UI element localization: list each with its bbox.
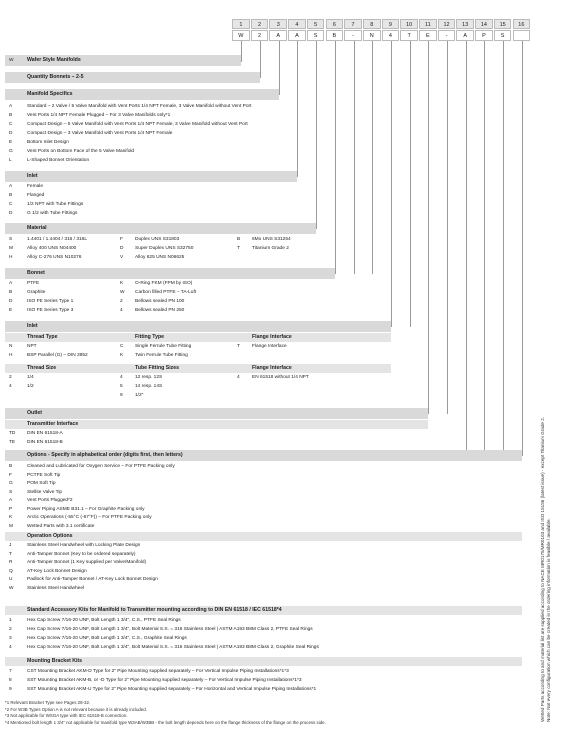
position-line <box>279 41 280 95</box>
option-item: POM Soft Tip <box>27 481 56 486</box>
option-item: PCTFE Soft Tip <box>27 472 61 478</box>
operation-item-code: R <box>9 560 13 565</box>
inlet1-item-code: D <box>9 211 13 216</box>
manifold-item: Bottom Inlet Design <box>27 140 69 145</box>
flange-interface-2-item: EN 61518 without 1/4 NPT <box>252 375 309 380</box>
tube-size-item-code: 5 <box>120 384 123 389</box>
flange-interface-2-item-code: 4 <box>237 375 240 380</box>
material-item: Alloy 400 UNS N04400 <box>27 246 77 251</box>
material-item-code: D <box>120 246 124 251</box>
operation-item-code: J <box>9 543 12 548</box>
operation-item-code: U <box>9 577 13 582</box>
bonnet-item-code: W <box>120 290 125 295</box>
manifold-item-code: B <box>9 113 13 118</box>
position-line <box>484 41 485 456</box>
manifold-title: Manifold Specifics <box>27 91 73 97</box>
thread-type-title: Thread Type <box>27 334 58 340</box>
bonnet-item: ISO FE Series Type 1 <box>27 299 74 304</box>
side-note-line-2: Note: Not every configuration which can be created in the ordering information is feasible / available. <box>546 518 551 722</box>
position-number: 5 <box>307 19 325 29</box>
position-line <box>297 41 298 177</box>
wafer-label: Wafer Style Manifolds <box>27 57 81 63</box>
bonnet-item-code: 4 <box>120 308 123 313</box>
thread-type-item-code: N <box>9 344 13 349</box>
manifold-item-code: C <box>9 122 13 127</box>
option-item-code: P <box>9 506 13 512</box>
manifold-item-code: G <box>9 149 13 154</box>
thread-type-item: BSP Parallel (G) – DIN 3852 <box>27 353 88 358</box>
operation-item: Anti-Tamper Bonnet (1 Key supplied per Valve/Manifold) <box>27 560 147 565</box>
option-item-code: B <box>9 464 13 469</box>
side-note-line-1: Wetted Parts according to and material list are supplied according to NACE MR0175/MR0103 and ISO 15156 (latest issue) - except Titanium Grade 2. <box>540 416 545 722</box>
thread-type-item: NPT <box>27 344 37 349</box>
manifold-item: Vent Ports 1/4 NPT Female Plugged – For 3 Valve Manifolds only*1 <box>27 113 171 118</box>
manifold-item: Vent Ports on Bottom Face of the 5 Valve Manifold <box>27 149 135 154</box>
bonnet-item-code: B <box>9 290 13 295</box>
position-number: 15 <box>494 19 512 29</box>
bonnet-title: Bonnet <box>27 270 45 276</box>
position-line <box>428 41 429 414</box>
thread-size-item: 1/4 <box>27 375 34 380</box>
bracket-item-code: 9 <box>9 687 12 692</box>
bonnet-item-code: A <box>9 281 13 286</box>
inlet1-item-code: B <box>9 193 13 198</box>
side-note <box>540 302 552 722</box>
position-number: 10 <box>400 19 418 29</box>
position-number: 9 <box>382 19 400 29</box>
manifold-item-code: D <box>9 131 13 136</box>
manifold-item: Compact Design – 3 Valve Manifold with Vent Ports 1/4 NPT Female <box>27 131 173 136</box>
operation-item-code: T <box>9 551 12 557</box>
fitting-type-item-code: C <box>120 344 124 349</box>
outlet-item-code: TD <box>9 431 16 436</box>
option-item-code: K <box>9 515 13 520</box>
accessory-item-code: 2 <box>9 627 12 632</box>
accessory-item: Hex Cap Screw 7/16-20 UNF, Bolt Length 1 3/4", C.S., PTFE Seal Rings <box>27 618 181 623</box>
option-item: Vent Ports Plugged*2 <box>27 498 73 503</box>
accessory-item-code: 3 <box>9 636 12 641</box>
position-line <box>391 41 392 327</box>
position-line <box>522 41 523 456</box>
flange-interface-item: Flange Interface <box>252 344 287 349</box>
position-code: A <box>456 30 474 41</box>
position-number: 1 <box>232 19 250 29</box>
manifold-item: Standard – 2 Valve / 5 Valve Manifold with Vent Ports 1/4 NPT Female, 3 Valve Manifold without Vent Port <box>27 104 252 109</box>
accessory-title: Standard Accessory Kits for Manifold to Transmitter mounting according to DIN EN 61518 / IEC 61518*4 <box>27 607 282 613</box>
bonnet-item: Bellows sealed PN 100 <box>135 299 185 304</box>
material-item-code: T <box>237 246 240 251</box>
accessory-item: Hex Cap Screw 7/16-20 UNF, Bolt Length 1 3/4", C.S., Graphite Seal Rings <box>27 636 187 641</box>
position-number: 6 <box>326 19 344 29</box>
position-code: T <box>400 30 418 41</box>
material-item: Alloy C-276 UNS N10276 <box>27 255 82 260</box>
position-code: E <box>419 30 437 41</box>
position-line <box>335 41 336 274</box>
inlet1-item: Flanged <box>27 193 45 198</box>
operation-item: Stainless Steel Handwheel <box>27 585 85 591</box>
material-title: Material <box>27 225 47 231</box>
accessory-item-code: 4 <box>9 645 12 650</box>
material-item-code: S <box>9 237 13 242</box>
position-code <box>513 30 531 41</box>
bonnet-item-code: 2 <box>120 299 123 304</box>
bonnet-item: PTFE <box>27 281 40 286</box>
position-line <box>316 41 317 229</box>
flange-interface-title: Flange Interface <box>252 334 292 340</box>
manifold-item: Compact Design – 5 Valve Manifold with Vent Ports 1/4 NPT Female, 3 Valve Manifold without Vent Port <box>27 122 248 127</box>
position-number: 8 <box>363 19 381 29</box>
bonnet-bar <box>5 268 335 279</box>
flange-interface-2-title: Flange Interface <box>252 365 292 371</box>
bonnet-item-code: E <box>9 308 13 313</box>
position-line <box>466 41 467 456</box>
position-code: S <box>494 30 512 41</box>
accessory-item: Hex Cap Screw 7/16-20 UNF, Bolt Length 1 3/4", Bolt Material S.S. = 316 Stainless Steel | ASTM A193 B8M Class 2, Graphite Seal Rings <box>27 645 319 650</box>
material-item: Titanium Grade 2 <box>252 246 289 251</box>
operation-item-code: W <box>9 585 14 591</box>
inlet1-item: 1/2 NPT with Tube Fittings <box>27 202 84 207</box>
bonnets-label: Quantity Bonnets – 2-5 <box>27 74 84 80</box>
operation-title: Operation Options <box>27 533 73 539</box>
bracket-bar <box>5 657 522 666</box>
inlet2-subbar <box>5 333 391 342</box>
position-number: 4 <box>288 19 306 29</box>
option-item-code: A <box>9 498 13 503</box>
outlet-item: DIN EN 61518-A <box>27 431 63 436</box>
position-line <box>260 41 261 78</box>
material-item: Super Duplex UNS S32750 <box>135 246 194 251</box>
wafer-code: W <box>9 58 14 63</box>
fitting-type-item-code: K <box>120 353 124 358</box>
accessory-item-code: 1 <box>9 618 12 623</box>
position-number: 11 <box>419 19 437 29</box>
position-code: B <box>326 30 344 41</box>
thread-type-item-code: H <box>9 353 13 358</box>
footnote: *1 Relevant Bracket Type see Pages 28-32. <box>5 700 91 705</box>
position-code: A <box>269 30 287 41</box>
bonnet-item-code: D <box>9 299 13 304</box>
position-line <box>410 41 411 327</box>
thread-size-item-code: 2 <box>9 375 12 380</box>
position-line <box>354 41 355 274</box>
tube-size-item-code: 9 <box>120 393 123 398</box>
position-number: 13 <box>456 19 474 29</box>
transmitter-interface-title: Transmitter Interface <box>27 421 79 427</box>
bracket-item-code: 7 <box>9 669 12 674</box>
outlet-title: Outlet <box>27 410 42 416</box>
position-code: W <box>232 30 250 41</box>
position-line <box>447 41 448 414</box>
material-item: Duplex UNS S31803 <box>135 237 180 242</box>
position-line <box>503 41 504 456</box>
footnote: *4 Mentioned bolt length 1 3/4" not applicable for manifold type W3AB/W3BB - the bolt length depends here on the flange thickness of the flange on the process side. <box>5 719 326 725</box>
inlet1-bar <box>5 171 297 182</box>
option-item-code: S <box>9 489 13 495</box>
bonnet-item: ISO FE Series Type 3 <box>27 308 74 313</box>
tube-size-item: 14 resp. 14S <box>135 384 163 389</box>
inlet2-title: Inlet <box>27 323 38 329</box>
position-code: 2 <box>251 30 269 41</box>
option-item: Arctic Operations (-55°C (-67°F)) – For PTFE Packing only <box>27 515 152 520</box>
outlet-item: DIN EN 61518-B <box>27 440 63 445</box>
operation-item: Anti-Tamper Bonnet (Key to be ordered separately) <box>27 551 136 557</box>
option-item: Wetted Parts with 3.1 certificate <box>27 523 95 529</box>
bonnet-item: Graphite <box>27 290 46 295</box>
position-number: 7 <box>344 19 362 29</box>
position-code: 4 <box>382 30 400 41</box>
inlet2-bar <box>5 321 391 332</box>
position-number: 14 <box>475 19 493 29</box>
material-bar <box>5 223 316 234</box>
thread-size-title: Thread Size <box>27 365 57 371</box>
manifold-item-code: L <box>9 158 12 163</box>
operation-item: Stainless Steel Handwheel with Locking Plate Design <box>27 543 141 548</box>
bonnet-item-code: K <box>120 281 124 286</box>
position-code: - <box>344 30 362 41</box>
footnote: *2 For W3B Types Option A is not relevant because it is already included. <box>5 706 147 712</box>
outlet-bar <box>5 408 428 419</box>
bonnet-item: O-Ring FKM (FPM by ISO) <box>135 281 193 286</box>
operation-item: Padlock for Anti-Tamper Bonnet / AT-Key Lock Bonnet Design <box>27 577 158 582</box>
option-item: Cleaned and Lubricated for Oxygen Service – For PTFE Packing only <box>27 464 175 469</box>
material-item-code: F <box>120 237 123 242</box>
manifold-item: L-Shaped Bonnet Orientation <box>27 158 90 163</box>
inlet1-item-code: C <box>9 202 13 207</box>
position-code: A <box>288 30 306 41</box>
flange-interface-item-code: T <box>237 344 240 349</box>
position-number: 3 <box>269 19 287 29</box>
material-item-code: M <box>9 246 13 251</box>
bonnet-item: Bellows sealed PN 250 <box>135 308 185 313</box>
position-number: 2 <box>251 19 269 29</box>
material-item-code: V <box>120 255 124 260</box>
position-number: 16 <box>513 19 531 29</box>
option-item: Stellite Valve Tip <box>27 489 63 495</box>
material-item: Alloy 625 UNS N06625 <box>135 255 185 260</box>
position-number: 12 <box>438 19 456 29</box>
options-title: Options - Specify in alphabetical order (digits first, then letters) <box>27 452 183 458</box>
operation-item-code: Q <box>9 568 13 574</box>
material-item-code: B <box>237 237 241 242</box>
bonnet-item: Carbon filled PTFE – TA-Luft <box>135 290 197 295</box>
position-code: - <box>438 30 456 41</box>
inlet1-item-code: A <box>9 184 13 189</box>
position-line <box>372 41 373 274</box>
tube-size-item: 1/2" <box>135 393 144 398</box>
footnote: *3 Not applicable for WSGA type with IEC 61518-B connection. <box>5 713 128 718</box>
bracket-item-code: 8 <box>9 678 12 683</box>
option-item: Power Piping ASME B31.1 – For Graphite Packing only <box>27 506 145 512</box>
manifold-item-code: E <box>9 140 13 145</box>
fitting-type-item: Twin Ferrule Tube Fitting <box>135 353 188 358</box>
bracket-item: SST Mounting Bracket AKM-U Type for 2" Pipe Mounting supplied separately – For Horizontal and Vertical Impulse Piping Installations*1 <box>27 687 317 692</box>
inlet1-item: Female <box>27 184 43 189</box>
manifold-item-code: A <box>9 104 13 109</box>
option-item-code: M <box>9 523 13 529</box>
operation-item: AT-Key Lock Bonnet Design <box>27 568 87 574</box>
inlet1-title: Inlet <box>27 173 38 179</box>
operation-bar <box>5 532 522 541</box>
thread-size-item-code: 4 <box>9 384 12 389</box>
outlet-item-code: TE <box>9 440 16 445</box>
position-code: S <box>307 30 325 41</box>
bracket-title: Mounting Bracket Kits <box>27 658 83 664</box>
position-line <box>241 41 242 62</box>
tube-sizes-title: Tube Fitting Sizes <box>135 365 179 371</box>
option-item-code: F <box>9 472 12 478</box>
position-code: P <box>475 30 493 41</box>
option-item-code: G <box>9 481 13 486</box>
bracket-item: SST Mounting Bracket AKM-B, or -D Type for 2" Pipe Mounting supplied separately – For Vertical Impulse Piping Installations*1*3 <box>27 678 302 683</box>
accessory-item: Hex Cap Screw 7/16-20 UNF, Bolt Length 1 3/4", Bolt Material S.S. = 316 Stainless Steel | ASTM A193 B8M Class 2, PTFE Seal Rings <box>27 627 313 632</box>
material-item: 1.4401 / 1.4404 / 316 / 316L <box>27 237 88 242</box>
material-item: 6Mo UNS S31254 <box>252 237 291 242</box>
material-item-code: H <box>9 255 13 260</box>
inlet1-item: G 1/2 with Tube Fittings <box>27 211 78 216</box>
thread-size-item: 1/2 <box>27 384 34 389</box>
fitting-type-item: Single Ferrule Tube Fitting <box>135 344 192 349</box>
inlet2-subbar-2 <box>5 364 391 373</box>
position-code: N <box>363 30 381 41</box>
tube-size-item: 12 resp. 12S <box>135 375 163 380</box>
tube-size-item-code: 4 <box>120 375 123 380</box>
fitting-type-title: Fitting Type <box>135 334 165 340</box>
bracket-item: CST Mounting Bracket AKM-D Type for 2" Pipe Mounting supplied separately – For Vertical Impulse Piping Installations*1*3 <box>27 669 289 674</box>
